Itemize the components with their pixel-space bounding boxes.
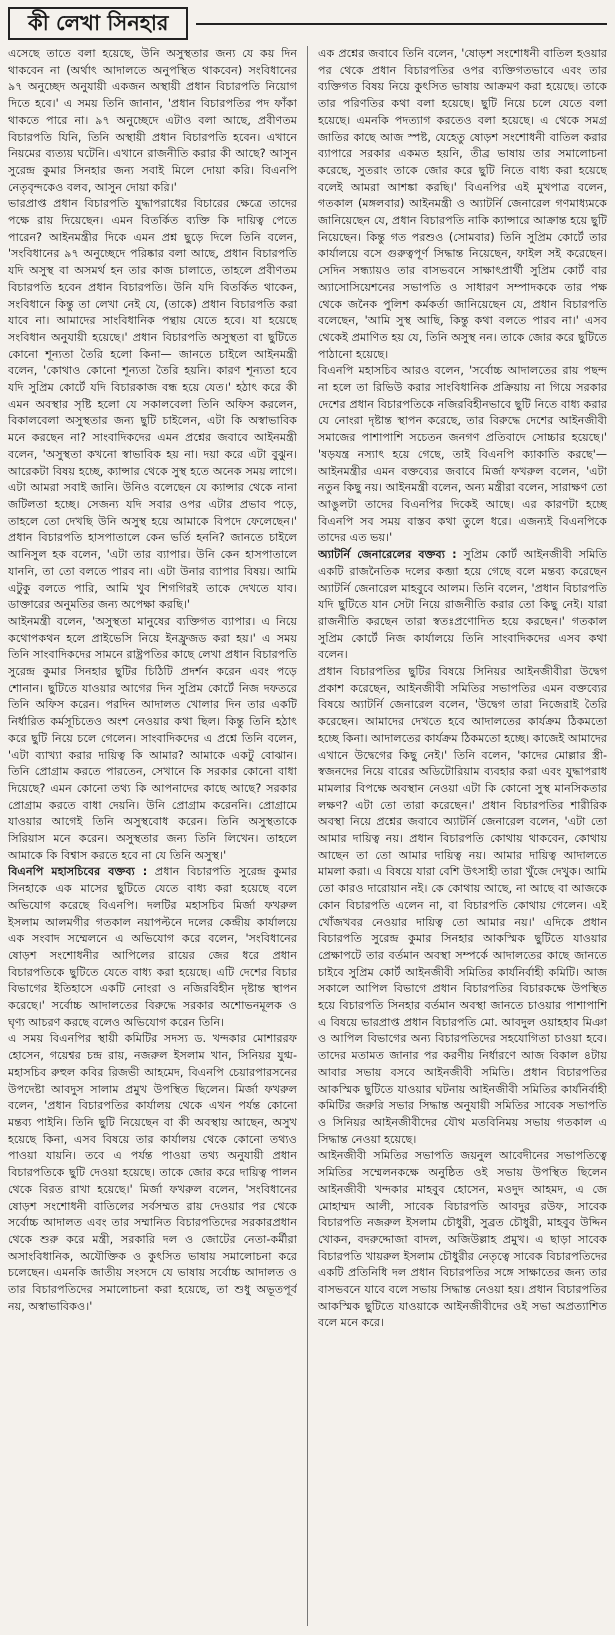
paragraph-with-subheading: [318, 547, 607, 664]
header-rule: [196, 23, 607, 25]
article-columns: [8, 46, 607, 1626]
left-column: [8, 46, 297, 1626]
subheading-attorney-general: অ্যাটর্নি জেনারেলের বক্তব্য :: [318, 548, 457, 562]
right-column: [318, 46, 607, 1626]
subheading-bnp: বিএনপি মহাসচিবের বক্তব্য :: [8, 865, 148, 879]
paragraph: আইনমন্ত্রী বলেন, 'অসুস্থতা মানুষের ব্যক্তিগত ব্যাপার। এ নিয়ে কথোপকথন হলে প্রাইভেসি নিয়ে ইনফ্রুজড করা হয়।' এ সময় তিনি সাংবাদিকদের সামনে রাষ্ট্রপতির কাছে লেখা প্রধান বিচারপতি সুরেন্দ্র কুমার সিনহার ছুটির চিঠিটি প্রদর্শন করেন এবং পড়ে শোনান। ছুটিতে যাওয়ার আগের দিন সুপ্রিম কোর্টে নিজ দফতরে তিনি অফিস করেন। পরদিন আদালত খোলার দিন তার একটি নির্ধারিত কর্মসূচিতেও অংশ নেওয়ার কথা ছিল। কিন্তু তিনি হঠাৎ করে ছুটি নিয়ে চলে গেলেন। সাংবাদিকদের এ প্রশ্নে তিনি বলেন, 'এটা ব্যাখ্যা করার দায়িত্ব কি আমার? আমাকে একটু বোঝান। তিনি প্রোগ্রাম করতে পারতেন, সেখানে কি সরকার কোনো বাধা দিয়েছে? এমন কোনো তথ্য কি আপনাদের কাছে আছে? সরকার প্রোগ্রাম করতে বাধা দেয়নি। উনি প্রোগ্রাম করেননি। প্রোগ্রামে যাওয়ার আগেই তিনি অসুস্থবোধ করেন। তিনি অসুস্থতাকে সিরিয়াস মনে করেন। অসুস্থতার জন্য তিনি লিখেন। তাহলে আমাকে কি বিশ্বাস করতে হবে না যে তিনি অসুস্থ।': [8, 614, 298, 862]
column-divider: [307, 46, 308, 1626]
paragraph-text: প্রধান বিচারপতি সুরেন্দ্র কুমার সিনহাকে এক মাসের ছুটিতে যেতে বাধ্য করা হয়েছে বলে অভিযোগ করেছে বিএনপি। দলটির মহাসচিব মির্জা ফখরুল ইসলাম আলমগীর গতকাল নয়াপল্টনে দলের কেন্দ্রীয় কার্যালয়ে এক সংবাদ সম্মেলনে এ অভিযোগ করে বলেন, 'সংবিধানের ষোড়শ সংশোধনীর আপিলের রায়ের জের ধরে প্রধান বিচারপতিকে ছুটিতে যেতে বাধ্য করা হয়েছে। এটি দেশের বিচার বিভাগের ইতিহাসে একটি নোংরা ও নজিরবিহীন দৃষ্টান্ত স্থাপন করেছে।' সর্বোচ্চ আদালতের বিরুদ্ধে সরকার অশোভনমূলক ও ঘৃণ্য আচরণ করছে বলেও অভিযোগ করেন তিনি।: [8, 865, 298, 1029]
paragraph: প্রধান বিচারপতির ছুটির বিষয়ে সিনিয়র আইনজীবীরা উদ্বেগ প্রকাশ করেছেন, আইনজীবী সমিতির সভাপতির এমন বক্তব্যের বিষয়ে অ্যাটর্নি জেনারেল বলেন, 'উদ্বেগ তারা নিজেরাই তৈরি করেছেন। আমাদের দেখতে হবে আদালতের কার্যক্রম ঠিকমতো হচ্ছে কিনা। আদালতের কার্যক্রম ঠিকমতো হচ্ছে। কাজেই আমাদের এখানে উদ্বেগের কিছু নেই।' তিনি বলেন, 'কাদের মোল্লার স্ত্রী-স্বজনদের নিয়ে বারের অডিটোরিয়াম ব্যবহার করা এবং যুদ্ধাপরাধ মামলার বিপক্ষে অবস্থান নেওয়া এটা কি কোনো সুস্থ মানসিকতার লক্ষণ? এটা তো তারা করেছেন।' প্রধান বিচারপতির শারীরিক অবস্থা নিয়ে প্রশ্নের জবাবে অ্যাটর্নি জেনারেল বলেন, 'এটা তো আমার দায়িত্ব নয়। প্রধান বিচারপতি কোথায় থাকবেন, কোথায় আছেন তা তো আমার দায়িত্ব নয়। আমার দায়িত্ব আদালতে মামলা করা। এ বিষয়ে যারা বেশি উৎসাহী তারা খুঁজে দেখুক। আমি তো কারও দারোয়ান নই। কে কোথায় আছে, না আছে বা আজকে কোন বিচারপতি এলেন না, বা বিচারপতি কোথায় গেলেন। এই খোঁজখবর নেওয়ার দায়িত্ব তো আমার নয়।' এদিকে প্রধান বিচারপতি সুরেন্দ্র কুমার সিনহার আকস্মিক ছুটিতে যাওয়ার প্রেক্ষাপটে তার বর্তমান অবস্থা সম্পর্কে আদালতের কাছে জানতে চাইবে সুপ্রিম কোর্ট আইনজীবী সমিতির কার্যনির্বাহী কমিটি। আজ সকালে আপিল বিভাগে প্রধান বিচারপতির বিচারকক্ষে উপস্থিত হয়ে বিচারপতি সিনহার বর্তমান অবস্থা জানতে চাওয়ার পাশাপাশি এ বিষয়ে ভারপ্রাপ্ত প্রধান বিচারপতি মো. আবদুল ওয়াহহাব মিঞা ও আপিল বিভাগের অন্য বিচারপতিদের সহযোগিতা চাওয়া হবে। তাদের মতামত জানার পর করণীয় নির্ধারণে আজ বিকাল ৪টায় আবার সভায় বসবে আইনজীবী সমিতি। প্রধান বিচারপতির আকস্মিক ছুটিতে যাওয়ার ঘটনায় আইনজীবী সমিতির কার্যনির্বাহী কমিটির জরুরি সভার সিদ্ধান্ত অনুযায়ী সমিতির সাবেক সভাপতি ও সিনিয়র আইনজীবীদের যৌথ মতবিনিময় সভায় গতকাল এ সিদ্ধান্ত নেওয়া হয়েছে।: [318, 665, 608, 1146]
paragraph: বিএনপি মহাসচিব আরও বলেন, 'সর্বোচ্চ আদালতের রায় পছন্দ না হলে তা রিভিউ করার সাংবিধানিক প্রক্রিয়ায় না গিয়ে সরকার দেশের প্রধান বিচারপতিকে নজিরবিহীনভাবে ছুটি নিতে বাধ্য করার যে নোংরা দৃষ্টান্ত স্থাপন করেছে, তার বিরুদ্ধে দেশের আইনজীবী সমাজের পাশাপাশি সচেতন জনগণ প্রতিবাদে সোচ্চার হয়েছে।' 'ষড়যন্ত্র নস্যাৎ হয়ে গেছে, তাই বিএনপি ক্যাকাতি করছে'— আইনমন্ত্রীর এমন বক্তব্যের জবাবে মির্জা ফখরুল বলেন, 'এটা নতুন কিছু নয়। আইনমন্ত্রী বলেন, অন্য মন্ত্রীরা বলেন, সারাক্ষণ তো আঙুলটা তাদের বিএনপির দিকেই আছে। এর কারণটা হচ্ছে বিএনপি সব সময় বাস্তব কথা তুলে ধরে। এজন্যই বিএনপিকে তাদের এত ভয়।': [318, 364, 608, 545]
paragraph-text: সুপ্রিম কোর্ট আইনজীবী সমিতি একটি রাজনৈতিক দলের কব্জা হয়ে গেছে বলে মন্তব্য করেছেন অ্যাটর্নি জেনারেল মাহবুবে আলম। তিনি বলেন, 'প্রধান বিচারপতি যদি ছুটিতে যান সেটা নিয়ে রাজনীতি করার তো কিছু নেই। যারা রাজনীতি করছেন তারা স্বতঃপ্রণোদিত হয়ে করছেন।' গতকাল সুপ্রিম কোর্টে নিজ কার্যালয়ে তিনি সাংবাদিকদের এসব কথা বলেন।: [318, 548, 608, 662]
paragraph-with-subheading: [8, 864, 297, 1031]
article-header: [8, 6, 607, 40]
paragraph: এক প্রশ্নের জবাবে তিনি বলেন, 'ষোড়শ সংশোধনী বাতিল হওয়ার পর থেকে প্রধান বিচারপতির ওপর ব্যক্তিগতভাবে এবং তার ব্যক্তিগত বিষয় নিয়ে কুৎসিত ভাষায় আক্রমণ করা হয়েছে। তাকে তার পরিণতির কথা বলা হয়েছে। ছুটি নিয়ে চলে যেতে বলা হয়েছে। এমনকি পদত্যাগ করতেও বলা হয়েছে। এ থেকে সমগ্র জাতির কাছে আজ স্পষ্ট, যেহেতু ষোড়শ সংশোধনী বাতিল করার ব্যাপারে সরকার একমত হয়নি, তীব্র ভাষায় তার সমালোচনা করেছে, সুতরাং তাকে জোর করে ছুটি নিতে বাধ্য করা হয়েছে বলেই আমরা আশঙ্কা করছি।' বিএনপির এই মুখপাত্র বলেন, গতকাল (মঙ্গলবার) আইনমন্ত্রী ও অ্যাটর্নি জেনারেল গণমাধ্যমকে জানিয়েছেন যে, প্রধান বিচারপতি নাকি ক্যান্সারে আক্রান্ত হয়ে ছুটি নিয়েছেন। কিন্তু গত পরশুও (সোমবার) তিনি সুপ্রিম কোর্টে তার কার্যালয়ে বসে গুরুত্বপূর্ণ সিদ্ধান্ত নিয়েছেন, ফাইল সই করেছেন। সেদিন সন্ধ্যায়ও তার বাসভবনে সাক্ষাৎপ্রার্থী সুপ্রিম কোর্ট বার অ্যাসোসিয়েশনের সভাপতি ও সাধারণ সম্পাদককে তার পক্ষ থেকে জনৈক পুলিশ কর্মকর্তা জানিয়েছেন যে, প্রধান বিচারপতি বলেছেন, 'আমি সুস্থ আছি, কিন্তু কথা বলতে পারব না।' এসব থেকেই প্রমাণিত হয় যে, তিনি অসুস্থ নন। তাকে জোর করে ছুটিতে পাঠানো হয়েছে।: [318, 47, 608, 361]
article-title: কী লেখা সিনহার: [8, 7, 188, 40]
paragraph: আইনজীবী সমিতির সভাপতি জয়নুল আবেদীনের সভাপতিত্বে সমিতির সম্মেলনকক্ষে অনুষ্ঠিত ওই সভায় উপস্থিত ছিলেন আইনজীবী খন্দকার মাহবুব হোসেন, মওদুদ আহমদ, এ জে মোহাম্মদ আলী, সাবেক বিচারপতি আবদুর রউফ, সাবেক বিচারপতি নজরুল ইসলাম চৌধুরী, সুব্রত চৌধুরী, মাহবুব উদ্দিন খোকন, বদরুদ্দোজা বাদল, অজিউল্লাহ প্রমুখ। এ ছাড়া সাবেক বিচারপতি খায়রুল ইসলাম চৌধুরীর নেতৃত্বে সাবেক বিচারপতিদের একটি প্রতিনিধি দল প্রধান বিচারপতির সঙ্গে সাক্ষাতের জন্য তার বাসভবনে যাবে বলে সভায় সিদ্ধান্ত নেওয়া হয়। প্রধান বিচারপতির আকস্মিক ছুটিতে যাওয়াকে আইনজীবীদের ওই সভা অপ্রত্যাশিত বলে মনে করে।: [318, 1149, 608, 1330]
paragraph: এসেছে তাতে বলা হয়েছে, উনি অসুস্থতার জন্য যে কয় দিন থাকবেন না (অর্থাৎ আদালতে অনুপস্থিত থাকবেন) সংবিধানের ৯৭ অনুচ্ছেদ অনুযায়ী একজন অস্থায়ী প্রধান বিচারপতি নিয়োগ দিতে হবে।' এ সময় তিনি জানান, 'প্রধান বিচারপতির পদ ফাঁকা থাকতে পারে না। ৯৭ অনুচ্ছেদে এটাও বলা আছে, প্রবীণতম বিচারপতি যিনি, তিনি অস্থায়ী প্রধান বিচারপতি হবেন। এখানে নিয়মের ব্যত্যয় ঘটেনি। এখানে রাজনীতি করার কী আছে? আসুন সুরেন্দ্র কুমার সিনহার জন্য সবাই মিলে দোয়া করি। বিএনপি নেতৃবৃন্দকেও বলব, আসুন দোয়া করি।': [8, 47, 298, 194]
paragraph: ভারপ্রাপ্ত প্রধান বিচারপতি যুদ্ধাপরাধের বিচারের ক্ষেত্রে তাদের পক্ষে রায় দিয়েছেন। এমন বিতর্কিত ব্যক্তি কি দায়িত্ব পেতে পারেন? আইনমন্ত্রীর দিকে এমন প্রশ্ন ছুড়ে দিলে তিনি বলেন, 'সংবিধানের ৯৭ অনুচ্ছেদে পরিষ্কার বলা আছে, প্রধান বিচারপতি যদি অসুস্থ বা অসমর্থ হন তার কাজ চালাতে, তাহলে প্রবীণতম বিচারপতি হবেন প্রধান বিচারপতি। উনি যদি বিতর্কিত থাকেন, সংবিধানে কিন্তু তা লেখা নেই যে, (তাকে) প্রধান বিচারপতি করা যাবে না। আমাদের সাংবিধানিক পন্থায় যেতে হবে। যা হয়েছে সংবিধান অনুযায়ী হয়েছে।' প্রধান বিচারপতি অসুস্থতা বা ছুটিতে কোনো শূন্যতা তৈরি হলো কিনা— জানতে চাইলে আইনমন্ত্রী বলেন, 'কোথাও কোনো শূন্যতা তৈরি হয়নি। কারণ শূন্যতা হবে যদি সুপ্রিম কোর্টে যদি বিচারকাজ বন্ধ হয়ে যেত।' হঠাৎ করে কী এমন অবস্থার সৃষ্টি হলো যে সকালবেলা তিনি অফিস করলেন, বিকালবেলা অসুস্থতার জন্য ছুটি চাইলেন, এটা কি অস্বাভাবিক মনে করছেন না? সাংবাদিকদের এমন প্রশ্নের জবাবে আইনমন্ত্রী বলেন, 'অসুস্থতা কখনো স্বাভাবিক হয় না। দয়া করে এটা বুঝুন। আরেকটা বিষয় হচ্ছে, ক্যান্সার থেকে সুস্থ হতে অনেক সময় লাগে। এটা আমরা সবাই জানি। উনিও বলেছেন যে ক্যান্সার থেকে নানা জটিলতা হচ্ছে। সেজন্য যদি সবার ওপর এটার প্রভাব পড়ে, তাহলে তো দেখছি উনি অসুস্থ হয়ে আমাকে বিপদে ফেলেছেন।' প্রধান বিচারপতি হাসপাতালে কেন ভর্তি হননি? জানতে চাইলে আনিসুল হক বলেন, 'এটা তার ব্যাপার। উনি কেন হাসপাতালে যাননি, তা তো বলতে পারব না। এটা উনার ব্যাপার বিষয়। আমি এটুকু বলতে পারি, আমি খুব শিগগিরই তাকে দেখতে যাব। ডাক্তারের অনুমতির জন্য অপেক্ষা করছি।': [8, 197, 298, 612]
paragraph: এ সময় বিএনপির স্থায়ী কমিটির সদস্য ড. খন্দকার মোশাররফ হোসেন, গয়েশ্বর চন্দ্র রায়, নজরুল ইসলাম খান, সিনিয়র যুগ্ম-মহাসচিব রুহুল কবির রিজভী আহমেদ, বিএনপি চেয়ারপারসনের উপদেষ্টা আবদুস সালাম প্রমুখ উপস্থিত ছিলেন। মির্জা ফখরুল বলেন, 'প্রধান বিচারপতির কার্যালয় থেকে এখন পর্যন্ত কোনো মন্তব্য পাইনি। তিনি ছুটি নিয়েছেন বা কী অবস্থায় আছেন, অসুখ হয়েছে কিনা, এসব বিষয়ে তার কার্যালয় থেকে কোনো তথ্যও পাওয়া যায়নি। তবে এ পর্যন্ত পাওয়া তথ্য অনুযায়ী প্রধান বিচারপতিকে ছুটি দেওয়া হয়েছে। তাকে জোর করে দায়িত্ব পালন থেকে বিরত রাখা হয়েছে।' মির্জা ফখরুল বলেন, 'সংবিধানের ষোড়শ সংশোধনী বাতিলের সর্বসম্মত রায় দেওয়ার পর থেকে সর্বোচ্চ আদালত এবং তার সম্মানিত বিচারপতিদের সরকারপ্রধান থেকে শুরু করে মন্ত্রী, সরকারি দল ও জোটের নেতা-কর্মীরা অসাংবিধানিক, অযৌক্তিক ও কুৎসিত ভাষায় সমালোচনা করে চলেছেন। এমনকি জাতীয় সংসদে যে ভাষায় সর্বোচ্চ আদালত ও তার বিচারপতিদের সমালোচনা করা হয়েছে, তা শুধু অভূতপূর্ব নয়, অস্বাভাবিকও।': [8, 1032, 298, 1313]
